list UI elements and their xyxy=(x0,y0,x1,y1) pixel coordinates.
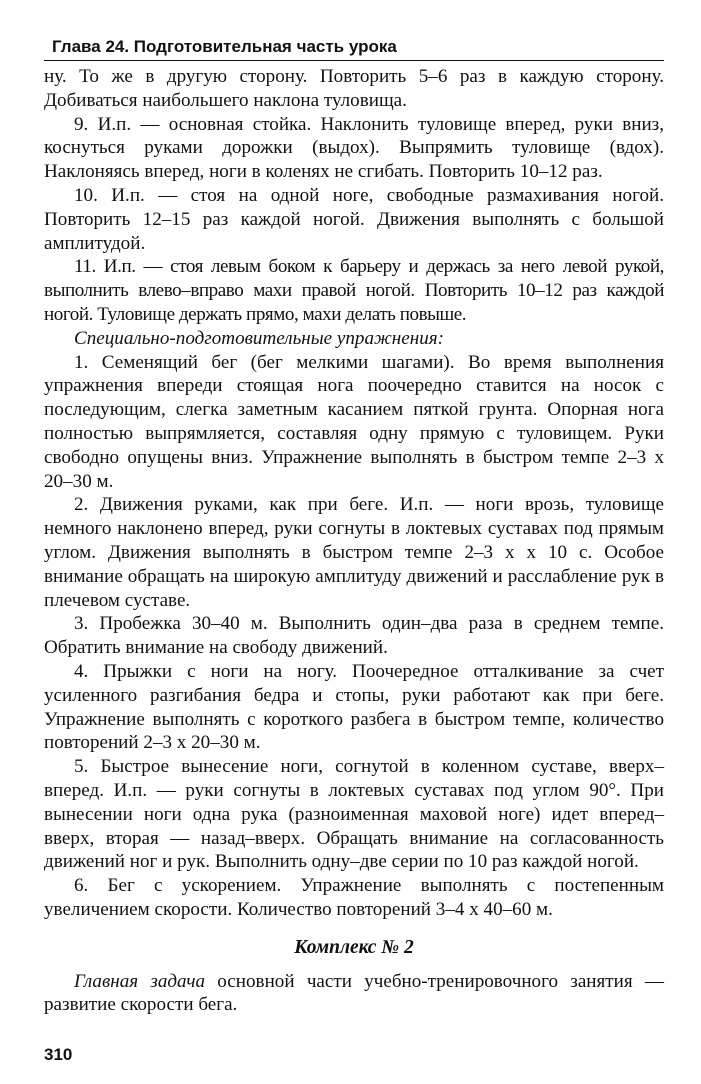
page xyxy=(44,36,664,1017)
section-title: Комплекс № 2 xyxy=(294,936,414,958)
section-lead-italic: Главная задача xyxy=(74,970,206,992)
special-exercise-6: 6. Бег с ускорением. Упражнение выполнять с постепенным увеличением скорости. Количество повторений 3–4 х 40–60 м. xyxy=(44,875,664,920)
special-exercise-2: 2. Движения руками, как при беге. И.п. — ноги врозь, туловище немного наклонено вперед, руки согнуты в локтевых суставах под прямым углом. Движения выполнять в быстром темпе 2–3 х х 10 с. Особое внимание обращать на широкую амплитуду движений и расслабление рук в плечевом суставе. xyxy=(44,494,664,611)
special-exercise-1: 1. Семенящий бег (бег мелкими шагами). Во время выполнения упражнения впереди стоящая нога поочередно ставится на носок с последующим, слегка заметным касанием пяткой грунта. Опорная нога полностью выпрямляется, составляя одну прямую с туловищем. Руки свободно опущены вниз. Упражнение выполнять в быстром темпе 2–3 х 20–30 м. xyxy=(44,351,664,492)
special-exercise-4: 4. Прыжки с ноги на ногу. Поочередное отталкивание за счет усиленного разгибания бедра и стопы, руки работают как при беге. Упражнение выполнять с короткого разбега в быстром темпе, количество повторений 2–3 х 20–30 м. xyxy=(44,660,664,754)
body-text xyxy=(44,65,664,1017)
running-header: Глава 24. Подготовительная часть урока xyxy=(44,36,664,61)
special-exercise-3: 3. Пробежка 30–40 м. Выполнить один–два раза в среднем темпе. Обратить внимание на свободу движений. xyxy=(44,613,664,659)
exercise-9: 9. И.п. — основная стойка. Наклонить туловище вперед, руки вниз, коснуться руками дорожки (выдох). Выпрямить туловище (вдох). Наклоняясь вперед, ноги в коленях не сгибать. Повторить 10–12 раз. xyxy=(44,113,664,183)
special-exercise-5: 5. Быстрое вынесение ноги, согнутой в коленном суставе, вверх–вперед. И.п. — руки согнуты в локтевых суставах под углом 90°. При вынесении ноги одна рука (разноименная маховой ноге) идет вперед–вверх, вторая — назад–вверх. Обращать внимание на согласованность движений ног и рук. Выполнить одну–две серии по 10 раз каждой ногой. xyxy=(44,756,664,873)
exercise-10: 10. И.п. — стоя на одной ноге, свободные размахивания ногой. Повторить 12–15 раз каждой ногой. Движения выполнять с большой амплитудой. xyxy=(44,184,664,254)
section-lead-paragraph xyxy=(44,970,664,1018)
subsection-heading: Специально-подготовительные упражнения: xyxy=(74,327,444,349)
section-lead-text: основной части учебно-тренировочного занятия — развитие скорости бега. xyxy=(44,970,665,1016)
exercise-11: 11. И.п. — стоя левым боком к барьеру и держась за него левой рукой, выполнить влево–вправо махи правой ногой. Повторить 10–12 раз каждой ногой. Туловище держать прямо, махи делать повыше. xyxy=(44,256,664,325)
page-number: 310 xyxy=(44,1045,73,1064)
paragraph-continuation: ну. То же в другую сторону. Повторить 5–6 раз в каждую сторону. Добиваться наибольшего наклона туловища. xyxy=(44,66,664,111)
